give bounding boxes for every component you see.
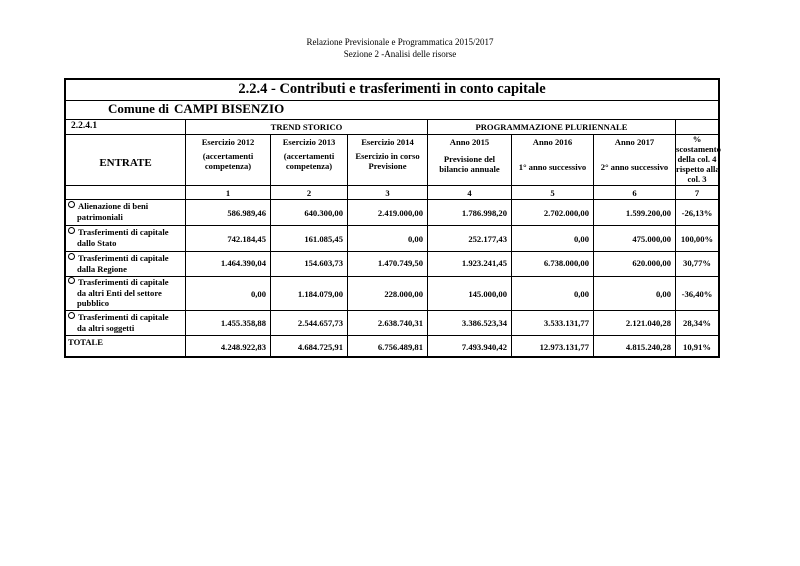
circle-bullet-icon	[68, 277, 75, 284]
table-cell: 228.000,00	[384, 289, 423, 299]
table-cell: 2.544.657,73	[297, 318, 343, 328]
table-cell: 0,00	[655, 289, 671, 299]
col-number: 3	[385, 188, 390, 198]
table-cell: 6.738.000,00	[543, 258, 589, 268]
rule	[66, 225, 718, 226]
table-cell: 2.121.040,28	[625, 318, 671, 328]
table-cell: 620.000,00	[632, 258, 671, 268]
entrate-label: ENTRATE	[99, 157, 152, 169]
table-cell: 28,34%	[683, 318, 711, 328]
table-cell: 154.603,73	[304, 258, 343, 268]
col-number: 1	[225, 188, 231, 198]
comune-label: Comune di	[108, 101, 170, 116]
section-code: 2.2.4.1	[71, 121, 98, 131]
table-cell: 252.177,43	[468, 234, 507, 244]
group-trend-storico: TREND STORICO	[270, 122, 343, 132]
table-cell: 3.386.523,34	[461, 318, 507, 328]
table-cell: 1.923.241,45	[461, 258, 507, 268]
rule	[66, 199, 718, 200]
table-cell: 742.184,45	[227, 234, 266, 244]
table-cell: 145.000,00	[468, 289, 507, 299]
total-label: TOTALE	[68, 337, 104, 347]
col-number: 2	[306, 188, 312, 198]
table-cell: 586.989,46	[227, 208, 266, 218]
rule	[66, 119, 718, 120]
table-cell: 30,77%	[683, 258, 711, 268]
row-label: Trasferimenti di capitale da altri soggetti	[68, 312, 169, 333]
circle-bullet-icon	[68, 253, 75, 260]
group-programmazione: PROGRAMMAZIONE PLURIENNALE	[475, 122, 628, 132]
report-section: Sezione 2 -Analisi delle risorse	[343, 49, 457, 59]
table-cell: 1.455.358,88	[220, 318, 266, 328]
comune-heading	[108, 101, 284, 117]
table-cell: 640.300,00	[304, 208, 343, 218]
table-cell: 161.085,45	[304, 234, 343, 244]
row-label: Trasferimenti di capitale dalla Regione	[68, 253, 169, 274]
total-cell: 6.756.489,81	[377, 342, 423, 352]
table-cell: 1.786.998,20	[461, 208, 507, 218]
rule	[66, 185, 718, 186]
col-header-2: Esercizio 2013 (accertamenti competenza)	[282, 137, 336, 171]
report-title: Relazione Previsionale e Programmatica 2015/2017	[306, 37, 494, 47]
row-label: Alienazione di beni patrimoniali	[68, 201, 148, 222]
circle-bullet-icon	[68, 312, 75, 319]
total-cell: 4.684.725,91	[297, 342, 343, 352]
table-cell: 1.184.079,00	[297, 289, 343, 299]
col-number: 7	[694, 188, 700, 198]
table-cell: 475.000,00	[632, 234, 671, 244]
table-cell: 2.702.000,00	[543, 208, 589, 218]
table-cell: -26,13%	[681, 208, 713, 218]
rule	[66, 134, 718, 135]
table-cell: 2.419.000,00	[377, 208, 423, 218]
table-title: 2.2.4 - Contributi e trasferimenti in conto capitale	[238, 81, 546, 97]
table-cell: 1.599.200,00	[625, 208, 671, 218]
total-cell: 4.248.922,83	[220, 342, 266, 352]
rule	[66, 310, 718, 311]
col-header-5: Anno 2016 1° anno successivo	[518, 137, 587, 172]
total-cell: 12.973.131,77	[539, 342, 589, 352]
table-cell: 0,00	[573, 289, 589, 299]
table-cell: 3.533.131,77	[543, 318, 589, 328]
col-number: 4	[467, 188, 472, 198]
col-header-4: Anno 2015 Previsione del bilancio annuale	[439, 137, 500, 174]
col-header-3: Esercizio 2014 Esercizio in corso Previsione	[355, 137, 420, 171]
table-cell: 0,00	[573, 234, 589, 244]
circle-bullet-icon	[68, 227, 75, 234]
table-cell: 100,00%	[680, 234, 714, 244]
row-label: Trasferimenti di capitale dallo Stato	[68, 227, 169, 248]
table-cell: 1.470.749,50	[377, 258, 423, 268]
col-number: 6	[632, 188, 637, 198]
table-cell: 0,00	[407, 234, 423, 244]
col-header-7: % scostamento della col. 4 rispetto alla col. 3	[676, 134, 721, 184]
col-header-6: Anno 2017 2° anno successivo	[600, 137, 669, 172]
table-cell: 2.638.740,31	[377, 318, 423, 328]
rule	[66, 335, 718, 336]
total-cell: 7.493.940,42	[461, 342, 507, 352]
comune-name: CAMPI BISENZIO	[174, 101, 285, 116]
rule	[66, 251, 718, 252]
col-number: 5	[550, 188, 555, 198]
table-cell: -36,40%	[681, 289, 713, 299]
table-cell: 0,00	[250, 289, 266, 299]
total-cell: 4.815.240,28	[625, 342, 671, 352]
row-label: Trasferimenti di capitale da altri Enti del settore pubblico	[68, 277, 169, 309]
total-cell: 10,91%	[683, 342, 711, 352]
table-cell: 1.464.390,04	[220, 258, 266, 268]
col-header-1: Esercizio 2012 (accertamenti competenza)	[201, 137, 255, 171]
circle-bullet-icon	[68, 201, 75, 208]
